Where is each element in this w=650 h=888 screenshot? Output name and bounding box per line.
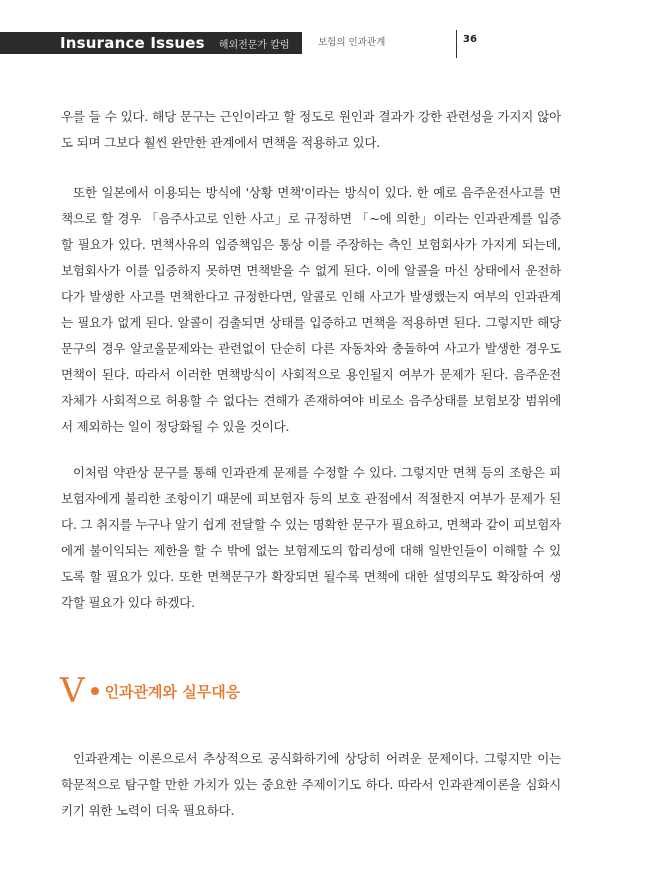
column-category: 해외전문가 칼럼 [218, 39, 290, 51]
section-title: 인과관계와 실무대응 [104, 682, 241, 701]
publication-title: Insurance Issues [60, 34, 205, 52]
header-bar [0, 32, 302, 54]
section-numeral: V [60, 671, 85, 711]
header-divider [456, 30, 457, 58]
bullet-dot-icon [91, 687, 99, 695]
section-heading [60, 671, 241, 711]
paragraph-policy-wording: 이처럼 약관상 문구를 통해 인과관계 문제를 수정할 수 있다. 그렇지만 면책 등의 조항은 피보험자에게 불리한 조항이기 때문에 피보험자 등의 보호 관점에서 적절한지 여부가 문제가 된다. 그 취지를 누구나 알기 쉽게 전달할 수 있는 명확한 문구가 필요하고, 면책과 같이 피보험자에게 불이익되는 제한을 할 수 밖에 없는 보험제도의 합리성에 대해 일반인들이 이해할 수 있도록 할 필요가 있다. 또한 면책문구가 확장되면 될수록 면책에 대한 설명의무도 확장하여 생각할 필요가 있다 하겠다. [61, 465, 561, 610]
running-section-label: 보험의 인과관계 [318, 37, 386, 48]
page-number: 36 [463, 34, 477, 45]
paragraph-causation-theory: 인과관계는 이론으로서 추상적으로 공식화하기에 상당히 어려운 문제이다. 그렇지만 이는 학문적으로 탐구할 만한 가치가 있는 중요한 주제이기도 하다. 따라서 인과관계이론을 심화시키기 위한 노력이 더욱 필요하다. [61, 751, 561, 818]
paragraph-continued: 우를 들 수 있다. 해당 문구는 근인이라고 할 정도로 원인과 결과가 강한 관련성을 가지지 않아도 되며 그보다 훨씬 완만한 관계에서 면책을 적용하고 있다. [61, 109, 561, 150]
paragraph-situational-exemption: 또한 일본에서 이용되는 방식에 '상황 면책'이라는 방식이 있다. 한 예로 음주운전사고를 면책으로 할 경우 「음주사고로 인한 사고」로 규정하면 「~에 의한」이라는 인과관계를 입증할 필요가 있다. 면책사유의 입증책임은 통상 이를 주장하는 측인 보험회사가 가지게 되는데, 보험회사가 이를 입증하지 못하면 면책받을 수 없게 된다. 이에 알콜을 마신 상태에서 운전하다가 발생한 사고를 면책한다고 규정한다면, 알콜로 인해 사고가 발생했는지 여부의 인과관계는 필요가 없게 된다. 알콜이 검출되면 상태를 입증하고 면책을 적용하면 된다. 그렇지만 해당 문구의 경우 알코올문제와는 관련없이 단순히 다른 자동차와 충돌하여 사고가 발생한 경우도 면책이 된다. 따라서 이러한 면책방식이 사회적으로 용인될지 여부가 문제가 된다. 음주운전 자체가 사회적으로 허용할 수 없다는 견해가 존재하여야 비로소 음주상태를 보험보장 범위에서 제외하는 일이 정당화될 수 있을 것이다. [61, 185, 561, 434]
